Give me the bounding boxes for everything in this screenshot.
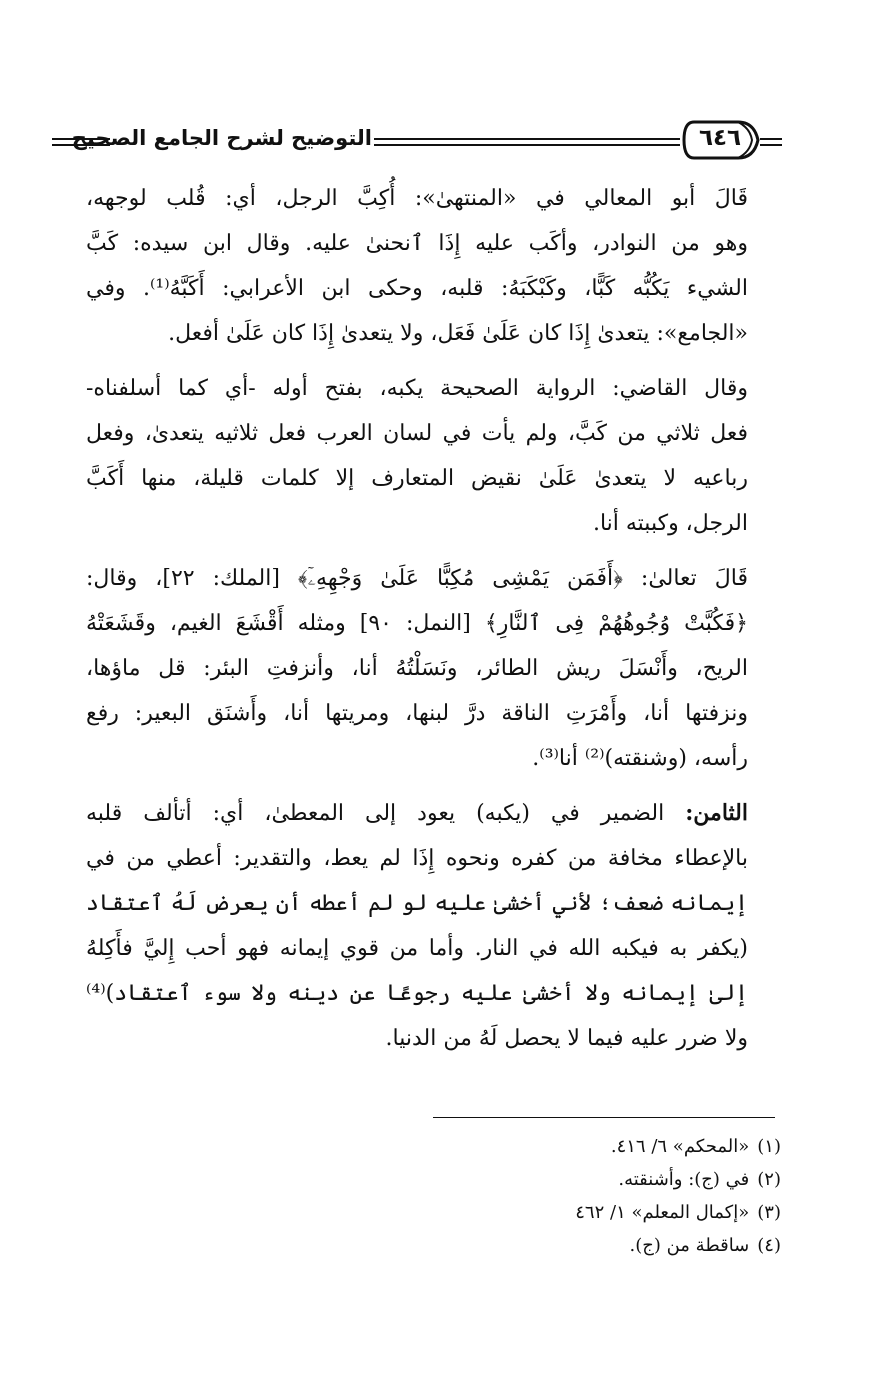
footnote-text: «المحكم» ٦/ ٤١٦.: [610, 1136, 750, 1157]
text-line: الرجل، وكببته أنا.: [592, 511, 748, 536]
paragraph-2: [86, 366, 788, 546]
header-rule-middle: [374, 138, 680, 146]
footnote-text: ساقطة من (ج).: [629, 1235, 750, 1256]
running-title: التوضيح لشرح الجامع الصحيح: [71, 126, 372, 150]
text-line: رباعيه لا يتعدىٰ عَلَىٰ نقيض المتعارف إلا كلمات قليلة، منها أَكَبَّ: [86, 466, 748, 491]
text-line: ولا ضرر عليه فيما لا يحصل لَهُ من الدنيا.: [385, 1026, 748, 1051]
page-number-badge: [680, 118, 760, 162]
header-rule-right: [760, 138, 782, 146]
page-number: ٦٤٦: [698, 125, 742, 151]
footnote-number: (٤): [757, 1235, 781, 1256]
text-line: إلىٰ إيمانه ولا أخشىٰ عليه رجوعًا عن دينه ولا سوء ٱعتقاد)⁽⁴⁾: [86, 981, 748, 1006]
text-line: الشيء يَكُبُّه كَبًّا، وكَبْكَبَهُ: قلبه، وحكى ابن الأعرابي: أَكَبَّهُ⁽¹⁾. وفي: [86, 276, 748, 301]
text-line: رأسه، (وشنقته)⁽²⁾ أنا⁽³⁾.: [532, 746, 748, 771]
paragraph-3: [86, 556, 788, 781]
footnote-separator: [433, 1117, 775, 1118]
text-line: ونزفتها أنا، وأَمْرَتِ الناقة درَّ لبنها، ومريتها أنا، وأَشنَق البعير: رفع: [86, 701, 748, 726]
text-line: قَالَ أبو المعالي في «المنتهىٰ»: أُكِبَّ الرجل، أي: قُلب لوجهه،: [86, 186, 748, 211]
text-line: (يكفر به فيكبه الله في النار. وأما من قوي إيمانه فهو أحب إِليَّ فأَكِلهُ: [86, 936, 748, 961]
paragraph-4: [86, 791, 788, 1061]
text-line: [86, 791, 788, 836]
footnote-item: [381, 1196, 781, 1229]
footnote-item: [381, 1229, 781, 1262]
paragraph-1: [86, 176, 788, 356]
text-line: وهو من النوادر، وأكَب عليه إِذَا ٱنحنىٰ عليه. وقال ابن سيده: كَبَّ: [86, 231, 748, 256]
text-line: إيمانه ضعف؛ لأني أخشىٰ عليه لو لم أعطه أن يعرض لَهُ ٱعتقاد: [86, 891, 748, 916]
text-line: فعل ثلاثي من كَبَّ، ولم يأت في لسان العرب فعل ثلاثيه يتعدىٰ، وفعل: [86, 421, 748, 446]
text-line: «الجامع»: يتعدىٰ إِذَا كان عَلَىٰ فَعَل، ولا يتعدىٰ إِذَا كان عَلَىٰ أفعل.: [168, 321, 748, 346]
section-label: الثامن:: [685, 800, 748, 826]
main-text: [86, 176, 788, 1071]
text-run: الضمير في (يكبه) يعود إلى المعطىٰ، أي: أتألف قلبه: [86, 801, 686, 826]
footnote-item: [381, 1163, 781, 1196]
footnote-number: (١): [757, 1136, 781, 1157]
footnote-text: «إكمال المعلم» ١/ ٤٦٢: [575, 1202, 750, 1223]
footnotes: [381, 1130, 781, 1262]
text-line: قَالَ تعالىٰ: ﴿أَفَمَن يَمْشِى مُكِبًّا عَلَىٰ وَجْهِهِۦٓ﴾ [الملك: ٢٢]، وقال:: [86, 566, 749, 591]
footnote-number: (٣): [757, 1202, 781, 1223]
text-line: الريح، وأَنْسَلَ ريش الطائر، ونَسَلْتُهُ أنا، وأنزفتِ البئر: قل ماؤها،: [86, 656, 748, 681]
footnote-text: في (ج): وأشنقته.: [618, 1169, 750, 1190]
text-line: ﴿فَكُبَّتْ وُجُوهُهُمْ فِى ٱلنَّارِ﴾ [النمل: ٩٠] ومثله أَقْشَعَ الغيم، وقَشَعَتْهُ: [86, 611, 748, 636]
text-line: وقال القاضي: الرواية الصحيحة يكبه، بفتح أوله -أي كما أسلفناه-: [86, 376, 748, 401]
footnote-item: [381, 1130, 781, 1163]
footnote-number: (٢): [757, 1169, 781, 1190]
running-header: [52, 118, 780, 168]
text-line: بالإعطاء مخافة من كفره ونحوه إِذَا لم يعط، والتقدير: أعطي من في: [86, 846, 748, 871]
